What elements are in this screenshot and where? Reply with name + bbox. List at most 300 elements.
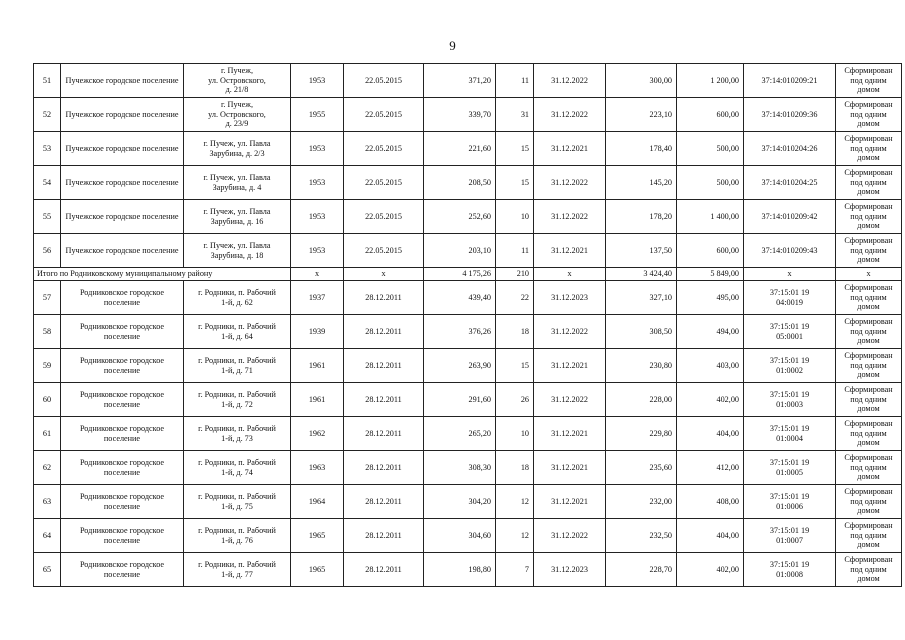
land-status xyxy=(836,485,902,519)
emergency-date: 22.05.2015 xyxy=(344,132,424,166)
housing-registry-table xyxy=(33,63,902,587)
address-line: г. Родники, п. Рабочий xyxy=(198,356,276,366)
emergency-date: 22.05.2015 xyxy=(344,200,424,234)
address-line: г. Родники, п. Рабочий xyxy=(198,526,276,536)
land-status-line: домом xyxy=(857,221,880,231)
cadastral-number-line: 01:0003 xyxy=(776,399,803,409)
land-area: 495,00 xyxy=(677,281,744,315)
land-status xyxy=(836,553,902,587)
cadastral-number xyxy=(744,234,836,268)
address-line: г. Пучеж, ул. Павла xyxy=(203,173,271,183)
cadastral-number xyxy=(744,64,836,98)
cadastral-number-line: 37:14:010204:25 xyxy=(761,177,818,187)
build-year: 1953 xyxy=(291,234,344,268)
land-status-line: Сформирован xyxy=(844,317,893,327)
total-area: 198,80 xyxy=(424,553,496,587)
cadastral-number-line: 37:15:01 19 xyxy=(769,526,810,536)
address xyxy=(184,349,291,383)
land-status-line: Сформирован xyxy=(844,100,893,110)
address xyxy=(184,98,291,132)
settlement-name: Пучежское городское поселение xyxy=(61,64,184,98)
build-year: 1963 xyxy=(291,451,344,485)
total-area: 291,60 xyxy=(424,383,496,417)
address-line: 1-й, д. 64 xyxy=(221,331,253,341)
table-row xyxy=(34,349,902,383)
table-row xyxy=(34,315,902,349)
row-number: 64 xyxy=(34,519,61,553)
land-status-line: под одним xyxy=(850,245,887,255)
build-year: 1953 xyxy=(291,200,344,234)
land-status-line: Сформирован xyxy=(844,385,893,395)
total-cadastral: x xyxy=(744,268,836,281)
emergency-date: 28.12.2011 xyxy=(344,519,424,553)
total-label: Итого по Родниковскому муниципальному району xyxy=(34,268,291,281)
table-row xyxy=(34,281,902,315)
land-status-line: домом xyxy=(857,302,880,312)
settlement-name: Пучежское городское поселение xyxy=(61,132,184,166)
land-status-line: Сформирован xyxy=(844,351,893,361)
address-line: г. Пучеж, xyxy=(221,100,253,110)
land-status-line: домом xyxy=(857,438,880,448)
build-year: 1953 xyxy=(291,132,344,166)
address xyxy=(184,519,291,553)
land-area: 500,00 xyxy=(677,132,744,166)
row-number: 60 xyxy=(34,383,61,417)
cadastral-number xyxy=(744,98,836,132)
cadastral-number-line: 05:0001 xyxy=(776,331,803,341)
address xyxy=(184,451,291,485)
land-status xyxy=(836,98,902,132)
total-area: 439,40 xyxy=(424,281,496,315)
settlement-name: Родниковское городское поселение xyxy=(61,553,184,587)
settlement-name: Родниковское городское поселение xyxy=(61,281,184,315)
build-year: 1962 xyxy=(291,417,344,451)
cadastral-number-line: 04:0019 xyxy=(776,297,803,307)
resettlement-deadline: 31.12.2021 xyxy=(534,132,606,166)
page-number: 9 xyxy=(449,38,456,53)
cadastral-number-line: 37:14:010209:42 xyxy=(761,211,818,221)
table-row xyxy=(34,553,902,587)
land-status-line: домом xyxy=(857,540,880,550)
residents-count: 22 xyxy=(496,281,534,315)
address-line: г. Родники, п. Рабочий xyxy=(198,560,276,570)
address-line: 1-й, д. 71 xyxy=(221,365,253,375)
total-area: 265,20 xyxy=(424,417,496,451)
resettlement-deadline: 31.12.2022 xyxy=(534,200,606,234)
cadastral-number xyxy=(744,315,836,349)
total-deadline: x xyxy=(534,268,606,281)
residents-count: 10 xyxy=(496,200,534,234)
residents-count: 15 xyxy=(496,166,534,200)
land-status xyxy=(836,166,902,200)
living-area: 137,50 xyxy=(606,234,677,268)
emergency-date: 22.05.2015 xyxy=(344,166,424,200)
residents-count: 11 xyxy=(496,234,534,268)
land-status-line: Сформирован xyxy=(844,521,893,531)
land-status-line: домом xyxy=(857,187,880,197)
cadastral-number xyxy=(744,451,836,485)
living-area: 145,20 xyxy=(606,166,677,200)
address xyxy=(184,200,291,234)
total-area: 308,30 xyxy=(424,451,496,485)
land-status-line: Сформирован xyxy=(844,236,893,246)
total-area: 263,90 xyxy=(424,349,496,383)
address xyxy=(184,383,291,417)
cadastral-number xyxy=(744,349,836,383)
table-group-rodniki xyxy=(34,281,902,587)
land-area: 402,00 xyxy=(677,383,744,417)
address-line: г. Родники, п. Рабочий xyxy=(198,424,276,434)
living-area: 232,50 xyxy=(606,519,677,553)
cadastral-number-line: 37:15:01 19 xyxy=(769,560,810,570)
residents-count: 12 xyxy=(496,485,534,519)
table-row xyxy=(34,417,902,451)
settlement-name: Родниковское городское поселение xyxy=(61,383,184,417)
living-area: 327,10 xyxy=(606,281,677,315)
total-area: 304,20 xyxy=(424,485,496,519)
land-status-line: Сформирован xyxy=(844,453,893,463)
emergency-date: 22.05.2015 xyxy=(344,234,424,268)
total-area2: 3 424,40 xyxy=(606,268,677,281)
living-area: 178,40 xyxy=(606,132,677,166)
emergency-date: 28.12.2011 xyxy=(344,315,424,349)
address-line: 1-й, д. 77 xyxy=(221,569,253,579)
row-number: 55 xyxy=(34,200,61,234)
cadastral-number xyxy=(744,166,836,200)
land-status xyxy=(836,383,902,417)
resettlement-deadline: 31.12.2022 xyxy=(534,166,606,200)
total-year: x xyxy=(291,268,344,281)
cadastral-number-line: 37:15:01 19 xyxy=(769,288,810,298)
land-status-line: домом xyxy=(857,255,880,265)
table-row xyxy=(34,132,902,166)
land-status-line: домом xyxy=(857,119,880,129)
cadastral-number-line: 37:14:010209:36 xyxy=(761,109,818,119)
row-number: 58 xyxy=(34,315,61,349)
total-status: x xyxy=(836,268,902,281)
address xyxy=(184,234,291,268)
cadastral-number-line: 37:14:010209:21 xyxy=(761,75,818,85)
land-status-line: Сформирован xyxy=(844,202,893,212)
living-area: 228,00 xyxy=(606,383,677,417)
land-area: 404,00 xyxy=(677,417,744,451)
address-line: 1-й, д. 74 xyxy=(221,467,253,477)
cadastral-number-line: 37:15:01 19 xyxy=(769,424,810,434)
land-area: 1 400,00 xyxy=(677,200,744,234)
row-number: 57 xyxy=(34,281,61,315)
resettlement-deadline: 31.12.2022 xyxy=(534,383,606,417)
living-area: 235,60 xyxy=(606,451,677,485)
living-area: 223,10 xyxy=(606,98,677,132)
cadastral-number-line: 37:14:010209:43 xyxy=(761,245,818,255)
build-year: 1964 xyxy=(291,485,344,519)
total-area: 371,20 xyxy=(424,64,496,98)
settlement-name: Родниковское городское поселение xyxy=(61,451,184,485)
land-status-line: под одним xyxy=(850,143,887,153)
total-date: x xyxy=(344,268,424,281)
address-line: д. 23/9 xyxy=(225,119,249,129)
row-number: 61 xyxy=(34,417,61,451)
living-area: 300,00 xyxy=(606,64,677,98)
build-year: 1961 xyxy=(291,383,344,417)
land-status-line: под одним xyxy=(850,530,887,540)
table-row xyxy=(34,64,902,98)
land-area: 404,00 xyxy=(677,519,744,553)
cadastral-number-line: 01:0006 xyxy=(776,501,803,511)
land-status-line: под одним xyxy=(850,360,887,370)
land-status-line: под одним xyxy=(850,462,887,472)
land-status-line: под одним xyxy=(850,75,887,85)
table-row xyxy=(34,519,902,553)
cadastral-number-line: 01:0004 xyxy=(776,433,803,443)
address xyxy=(184,315,291,349)
cadastral-number xyxy=(744,553,836,587)
total-area: 203,10 xyxy=(424,234,496,268)
land-status-line: под одним xyxy=(850,428,887,438)
residents-count: 15 xyxy=(496,132,534,166)
cadastral-number xyxy=(744,200,836,234)
table-group-puchezh xyxy=(34,64,902,268)
land-status-line: Сформирован xyxy=(844,555,893,565)
build-year: 1937 xyxy=(291,281,344,315)
resettlement-deadline: 31.12.2022 xyxy=(534,64,606,98)
address-line: ул. Островского, xyxy=(208,75,266,85)
address xyxy=(184,132,291,166)
land-status-line: Сформирован xyxy=(844,134,893,144)
resettlement-deadline: 31.12.2023 xyxy=(534,281,606,315)
living-area: 230,80 xyxy=(606,349,677,383)
living-area: 308,50 xyxy=(606,315,677,349)
land-status-line: под одним xyxy=(850,394,887,404)
land-status-line: под одним xyxy=(850,292,887,302)
residents-count: 18 xyxy=(496,315,534,349)
land-status xyxy=(836,451,902,485)
land-status xyxy=(836,281,902,315)
residents-count: 18 xyxy=(496,451,534,485)
row-number: 56 xyxy=(34,234,61,268)
settlement-name: Пучежское городское поселение xyxy=(61,234,184,268)
resettlement-deadline: 31.12.2022 xyxy=(534,519,606,553)
land-area: 494,00 xyxy=(677,315,744,349)
build-year: 1961 xyxy=(291,349,344,383)
address-line: 1-й, д. 72 xyxy=(221,399,253,409)
address-line: г. Пучеж, ул. Павла xyxy=(203,139,271,149)
land-status-line: домом xyxy=(857,85,880,95)
land-status-line: домом xyxy=(857,506,880,516)
total-cost: 5 849,00 xyxy=(677,268,744,281)
land-status-line: под одним xyxy=(850,496,887,506)
address xyxy=(184,417,291,451)
settlement-name: Родниковское городское поселение xyxy=(61,485,184,519)
total-area: 339,70 xyxy=(424,98,496,132)
total-area: 376,26 xyxy=(424,315,496,349)
living-area: 228,70 xyxy=(606,553,677,587)
land-area: 403,00 xyxy=(677,349,744,383)
address xyxy=(184,166,291,200)
residents-count: 12 xyxy=(496,519,534,553)
table-row xyxy=(34,451,902,485)
cadastral-number-line: 37:15:01 19 xyxy=(769,492,810,502)
land-area: 600,00 xyxy=(677,98,744,132)
land-area: 500,00 xyxy=(677,166,744,200)
settlement-name: Родниковское городское поселение xyxy=(61,349,184,383)
living-area: 229,80 xyxy=(606,417,677,451)
emergency-date: 28.12.2011 xyxy=(344,417,424,451)
address xyxy=(184,64,291,98)
living-area: 232,00 xyxy=(606,485,677,519)
land-status-line: под одним xyxy=(850,109,887,119)
emergency-date: 28.12.2011 xyxy=(344,553,424,587)
total-area: 208,50 xyxy=(424,166,496,200)
land-status-line: домом xyxy=(857,336,880,346)
total-row xyxy=(34,268,902,281)
build-year: 1965 xyxy=(291,519,344,553)
address xyxy=(184,281,291,315)
address-line: г. Родники, п. Рабочий xyxy=(198,322,276,332)
land-status-line: Сформирован xyxy=(844,283,893,293)
cadastral-number-line: 37:15:01 19 xyxy=(769,322,810,332)
land-status xyxy=(836,64,902,98)
address-line: Зарубина, д. 4 xyxy=(212,182,262,192)
land-status xyxy=(836,315,902,349)
table-total-section xyxy=(34,268,902,281)
total-residents: 210 xyxy=(496,268,534,281)
address-line: г. Пучеж, xyxy=(221,66,253,76)
total-area: 4 175,26 xyxy=(424,268,496,281)
settlement-name: Пучежское городское поселение xyxy=(61,166,184,200)
address-line: г. Родники, п. Рабочий xyxy=(198,288,276,298)
row-number: 52 xyxy=(34,98,61,132)
build-year: 1955 xyxy=(291,98,344,132)
cadastral-number xyxy=(744,383,836,417)
row-number: 63 xyxy=(34,485,61,519)
residents-count: 7 xyxy=(496,553,534,587)
land-status-line: под одним xyxy=(850,326,887,336)
row-number: 65 xyxy=(34,553,61,587)
emergency-date: 28.12.2011 xyxy=(344,349,424,383)
land-status-line: домом xyxy=(857,370,880,380)
emergency-date: 22.05.2015 xyxy=(344,98,424,132)
settlement-name: Родниковское городское поселение xyxy=(61,417,184,451)
address-line: г. Пучеж, ул. Павла xyxy=(203,241,271,251)
table-row xyxy=(34,200,902,234)
emergency-date: 22.05.2015 xyxy=(344,64,424,98)
table-row xyxy=(34,98,902,132)
living-area: 178,20 xyxy=(606,200,677,234)
land-status xyxy=(836,417,902,451)
emergency-date: 28.12.2011 xyxy=(344,451,424,485)
address-line: г. Пучеж, ул. Павла xyxy=(203,207,271,217)
land-area: 402,00 xyxy=(677,553,744,587)
cadastral-number-line: 37:15:01 19 xyxy=(769,390,810,400)
land-area: 412,00 xyxy=(677,451,744,485)
emergency-date: 28.12.2011 xyxy=(344,383,424,417)
address-line: 1-й, д. 62 xyxy=(221,297,253,307)
table-row xyxy=(34,485,902,519)
residents-count: 26 xyxy=(496,383,534,417)
address-line: г. Родники, п. Рабочий xyxy=(198,492,276,502)
resettlement-deadline: 31.12.2022 xyxy=(534,98,606,132)
residents-count: 10 xyxy=(496,417,534,451)
land-area: 600,00 xyxy=(677,234,744,268)
cadastral-number-line: 01:0008 xyxy=(776,569,803,579)
land-status-line: домом xyxy=(857,472,880,482)
land-status-line: домом xyxy=(857,574,880,584)
land-area: 1 200,00 xyxy=(677,64,744,98)
address-line: 1-й, д. 75 xyxy=(221,501,253,511)
total-area: 221,60 xyxy=(424,132,496,166)
row-number: 54 xyxy=(34,166,61,200)
cadastral-number xyxy=(744,485,836,519)
cadastral-number-line: 01:0007 xyxy=(776,535,803,545)
emergency-date: 28.12.2011 xyxy=(344,281,424,315)
land-status-line: под одним xyxy=(850,564,887,574)
land-status xyxy=(836,200,902,234)
settlement-name: Родниковское городское поселение xyxy=(61,315,184,349)
land-status xyxy=(836,349,902,383)
settlement-name: Родниковское городское поселение xyxy=(61,519,184,553)
address-line: 1-й, д. 76 xyxy=(221,535,253,545)
address-line: ул. Островского, xyxy=(208,109,266,119)
address-line: 1-й, д. 73 xyxy=(221,433,253,443)
row-number: 53 xyxy=(34,132,61,166)
total-area: 304,60 xyxy=(424,519,496,553)
resettlement-deadline: 31.12.2021 xyxy=(534,234,606,268)
resettlement-deadline: 31.12.2023 xyxy=(534,553,606,587)
cadastral-number xyxy=(744,519,836,553)
resettlement-deadline: 31.12.2021 xyxy=(534,349,606,383)
cadastral-number-line: 01:0005 xyxy=(776,467,803,477)
address-line: Зарубина, д. 18 xyxy=(210,250,264,260)
address xyxy=(184,553,291,587)
land-status-line: Сформирован xyxy=(844,66,893,76)
land-area: 408,00 xyxy=(677,485,744,519)
cadastral-number-line: 37:15:01 19 xyxy=(769,356,810,366)
table-row xyxy=(34,166,902,200)
cadastral-number xyxy=(744,281,836,315)
land-status-line: под одним xyxy=(850,211,887,221)
land-status xyxy=(836,132,902,166)
address-line: Зарубина, д. 16 xyxy=(210,216,264,226)
build-year: 1953 xyxy=(291,64,344,98)
address-line: д. 21/8 xyxy=(225,85,249,95)
cadastral-number-line: 37:15:01 19 xyxy=(769,458,810,468)
residents-count: 31 xyxy=(496,98,534,132)
land-status-line: домом xyxy=(857,404,880,414)
address xyxy=(184,485,291,519)
resettlement-deadline: 31.12.2021 xyxy=(534,417,606,451)
settlement-name: Пучежское городское поселение xyxy=(61,98,184,132)
land-status-line: под одним xyxy=(850,177,887,187)
land-status-line: домом xyxy=(857,153,880,163)
cadastral-number-line: 37:14:010204:26 xyxy=(761,143,818,153)
land-status-line: Сформирован xyxy=(844,487,893,497)
land-status-line: Сформирован xyxy=(844,419,893,429)
residents-count: 15 xyxy=(496,349,534,383)
build-year: 1953 xyxy=(291,166,344,200)
land-status xyxy=(836,234,902,268)
address-line: г. Родники, п. Рабочий xyxy=(198,390,276,400)
address-line: г. Родники, п. Рабочий xyxy=(198,458,276,468)
row-number: 59 xyxy=(34,349,61,383)
emergency-date: 28.12.2011 xyxy=(344,485,424,519)
total-area: 252,60 xyxy=(424,200,496,234)
table-row xyxy=(34,234,902,268)
cadastral-number xyxy=(744,132,836,166)
land-status xyxy=(836,519,902,553)
cadastral-number-line: 01:0002 xyxy=(776,365,803,375)
table-row xyxy=(34,383,902,417)
